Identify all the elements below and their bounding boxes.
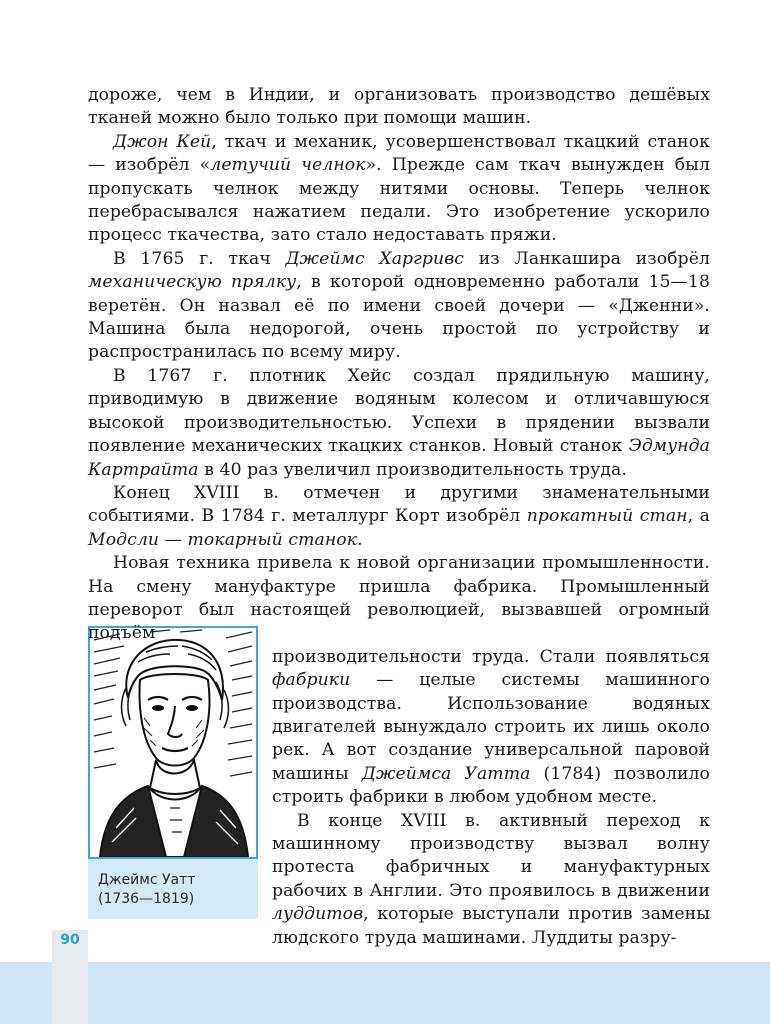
term: летучий челнок [210, 155, 366, 176]
text-run: , которые выступали против замены людского труда машинами. Луддиты разру- [272, 904, 710, 948]
term: луддитов [272, 904, 364, 925]
paragraph-5 [88, 482, 710, 552]
text-run: Новая техника привела к новой организации промышленности. На смену мануфактуре пришла фабрика. Промышленный переворот был настоящей революцией, вызвавшей огромный подъём [88, 553, 710, 644]
footer-band [0, 962, 770, 1024]
text-run: производительности труда. Стали появляться [272, 646, 710, 667]
paragraph-1 [88, 84, 710, 131]
text-run: дороже, чем в Индии, и организовать производство дешёвых тканей можно было только при помощи машин. [88, 85, 710, 129]
text-run: . [357, 529, 363, 550]
text-run: , а [687, 506, 710, 527]
paragraph-4 [88, 365, 710, 482]
person-name: Джеймс Харгривс [285, 248, 465, 269]
term: Модсли — токарный станок [88, 529, 358, 550]
text-run: (1784) позволило строить фабрики в любом удобном месте. [272, 763, 711, 808]
person-name: Джон Кей [113, 131, 212, 152]
text-run: Конец XVIII в. отмечен и другими знаменательными событиями. В 1784 г. металлург Корт изобрёл [88, 482, 710, 527]
term: фабрики [272, 670, 351, 691]
text-run: , ткач и механик, усовершенствовал ткацкий станок — изобрёл « [88, 131, 710, 176]
person-name: Эдмунда Картрайта [88, 436, 710, 480]
text-run: В конце XVIII в. активный переход к машинному производству вызвал волну протеста фабричных и мануфактурных рабочих в Англии. Это проявилось в движении [272, 810, 710, 901]
text-run: В 1767 г. плотник Хейс создал прядильную машину, приводимую в движение водяным колесом и отличавшуюся высокой производительностью. Успехи в прядении вызвали появление механических ткацких станков. Новый станок [88, 365, 710, 457]
text-run: — целые системы машинного производства. Использование водяных двигателей вынуждало строить их лишь около рек. А вот создание универсальной паровой машины [272, 670, 710, 784]
text-run: в 40 раз увеличил производительность труда. [198, 459, 627, 480]
paragraph-6 [88, 552, 710, 646]
text-run: из Ланкашира изобрёл [464, 248, 711, 269]
paragraph-3 [88, 248, 710, 365]
body-text [88, 84, 710, 950]
text-run: ». Прежде сам ткач вынужден был пропускать челнок между нитями основы. Теперь челнок перебрасывался нажатием педали. Это изобретение ускорило процесс ткачества, зато стало недоставать пряжи. [88, 155, 710, 246]
caption-years: (1736—1819) [98, 891, 195, 907]
paragraph-2 [88, 131, 710, 248]
caption-name: Джеймс Уатт [98, 872, 196, 888]
term: прокатный стан [526, 506, 688, 527]
page-number: 90 [60, 932, 80, 948]
person-name: Джеймса Уатта [361, 763, 531, 784]
text-run: В 1765 г. ткач [113, 248, 286, 269]
term: механическую прялку [88, 272, 297, 293]
figure-spacer [88, 646, 258, 939]
text-run: , в которой одновременно работали 15—18 веретён. Он назвал её по имени своей дочери — «Дженни». Машина была недорогой, очень простой по устройству и распространилась по всему миру. [88, 272, 710, 363]
